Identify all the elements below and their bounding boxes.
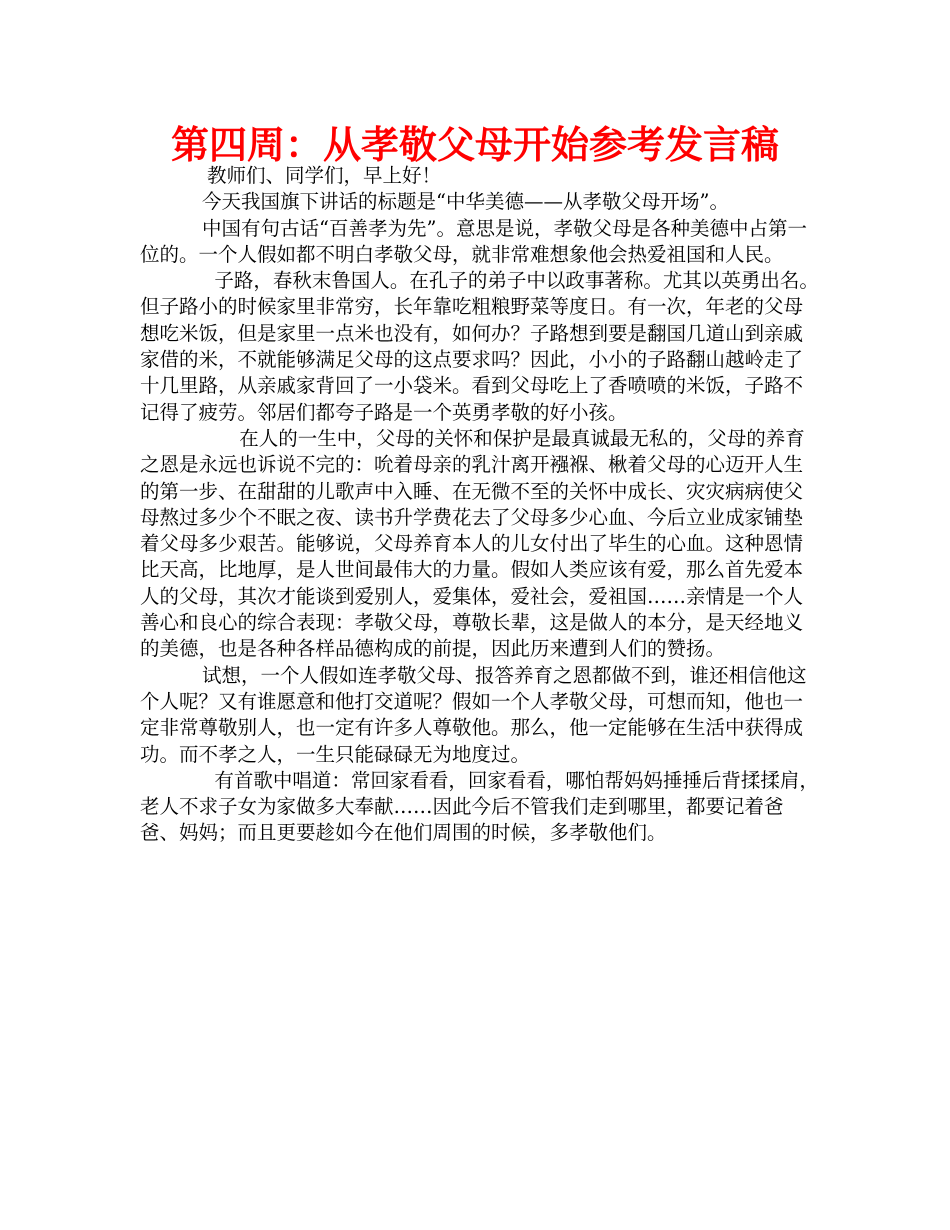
greeting-line: 教师们、同学们，早上好！ xyxy=(207,164,442,187)
paragraph-proverb: 中国有句古话“百善孝为先”。意思是说，孝敬父母是各种美德中占第一位的。一个人假如都不明白孝敬父母，就非常难想象他会热爱祖国和人民。 xyxy=(140,216,807,266)
paragraph-reflection: 试想，一个人假如连孝敬父母、报答养育之恩都做不到，谁还相信他这个人呢？又有谁愿意和他打交道呢？假如一个人孝敬父母，可想而知，他也一定非常尊敬别人，也一定有许多人尊敬他。那么，他一定能够在生活中获得成功。而不孝之人，一生只能碌碌无为地度过。 xyxy=(140,663,807,766)
paragraph-parents-care: 在人的一生中，父母的关怀和保护是最真诚最无私的，父母的养育之恩是永远也诉说不完的：吮着母亲的乳汁离开襁褓、楸着父母的心迈开人生的第一步、在甜甜的儿歌声中入睡、在无微不至的关怀中成长、灾灾病病使父母熬过多少个不眠之夜、读书升学费花去了父母多少心血、今后立业成家铺垫着父母多少艰苦。能够说，父母养育本人的儿女付出了毕生的心血。这种恩情比天高，比地厚，是人世间最伟大的力量。假如人类应该有爱，那么首先爱本人的父母，其次才能谈到爱别人，爱集体，爱社会，爱祖国……亲情是一个人善心和良心的综合表现：孝敬父母，尊敬长辈，这是做人的本分，是天经地义的美德，也是各种各样品德构成的前提，因此历来遭到人们的赞扬。 xyxy=(140,426,805,661)
paragraph-song: 有首歌中唱道：常回家看看，回家看看，哪怕帮妈妈捶捶后背揉揉肩，老人不求子女为家做多大奉献……因此今后不管我们走到哪里，都要记着爸爸、妈妈；而且更要趁如今在他们周围的时候，多孝敬他们。 xyxy=(140,768,819,845)
document-title: 第四周：从孝敬父母开始参考发言稿 xyxy=(170,123,779,167)
paragraph-intro: 今天我国旗下讲话的标题是“中华美德——从孝敬父母开场”。 xyxy=(140,190,729,214)
document-body xyxy=(140,163,820,847)
paragraph-zilu-story: 子路，春秋末鲁国人。在孔子的弟子中以政事著称。尤其以英勇出名。但子路小的时候家里非常穷，长年靠吃粗粮野菜等度日。有一次，年老的父母想吃米饭，但是家里一点米也没有，如何办？子路想到要是翻国几道山到亲戚家借的米，不就能够满足父母的这点要求吗？因此，小小的子路翻山越岭走了十几里路，从亲戚家背回了一小袋米。看到父母吃上了香喷喷的米饭，子路不记得了疲劳。邻居们都夸子路是一个英勇孝敬的好小孩。 xyxy=(140,269,819,424)
